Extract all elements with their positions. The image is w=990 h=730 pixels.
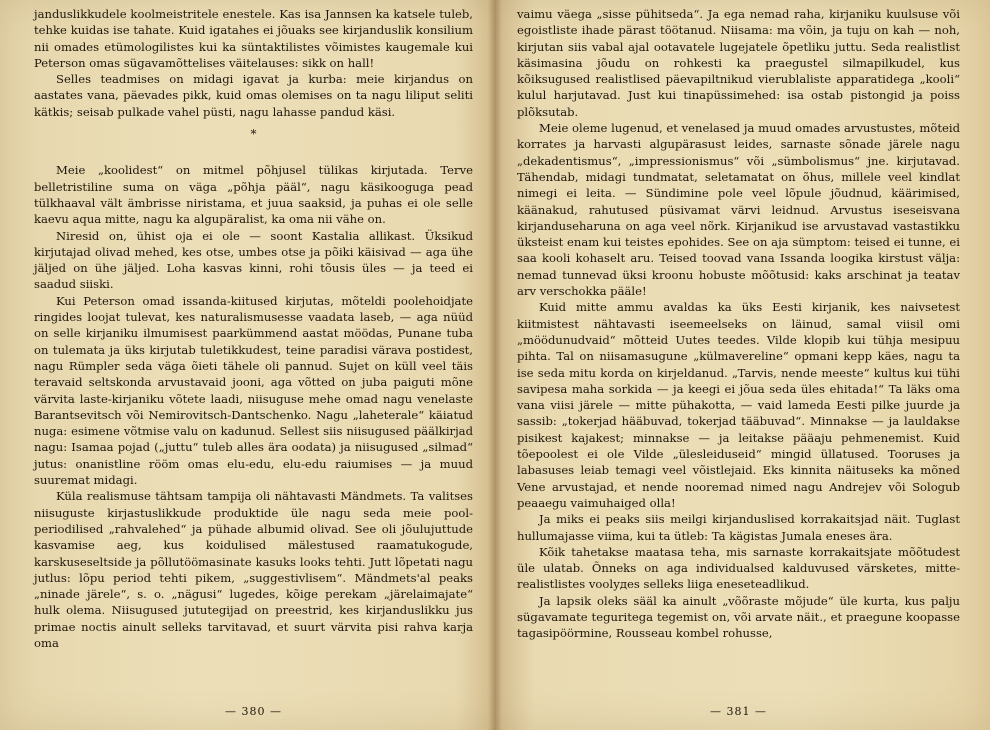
- page-number: — 380 —: [225, 704, 282, 718]
- left-page-text: [34, 6, 473, 651]
- paragraph: Meie oleme lugenud, et venelased ja muud omades arvustustes, mõteid korrates ja harvasti algupärasust leides, sarnaste sõnade järele nagu „dekadentismus“, „impressionismus“ või „sümbolismus“ jne. kirjutavad. Tähendab, midagi tundmatat, seletamatat on õhus, millele veel kindlat nimegi ei leita. — Sündimine pole veel lõpule jõudnud, käärimised, käänakud, rahutused püsivamat värvi leidnud. Arvustus iseseisvana kirjanduseharuna on aga veel nõrk. Kirjanikud ise arvustavad vastastikku üksteist enam kui teistes epohides. See on aja sümptom: teised ei tunne, ei saa kooli kohaselt aru. Teised toovad vana Issanda loogika kirstust välja: nemad tunnevad üksi kroonu hobuste mõõtusid: kaks arschinat ja teatav arv verschokka pääle!: [517, 121, 960, 299]
- page-number: — 381 —: [710, 704, 767, 718]
- paragraph: Meie „koolidest“ on mitmel põhjusel tülikas kirjutada. Terve belletristiline suma on väga „põhja pääl“, nagu käsikooguga pead tülkhaaval vält ämbrisse niristama, et juua saaksid, ja puhas ei ole selle kaevu aqua mitte, nagu ka algupäralist, ka oma nii vähe on.: [34, 163, 473, 227]
- right-page-text: [517, 6, 960, 642]
- paragraph: janduslikkudele koolmeistritele enestele. Kas isa Jannsen ka katsele tuleb, tehke kuidas ise tahate. Kuid igatahes ei jõuaks see kirjanduslik konsilium nii omades etümologilistes kui ka süntaktilistes võimistes kaugemale kui Peterson omas sügavamõttelises väitelauses: sikk on hall!: [34, 7, 473, 70]
- paragraph: vaimu väega „sisse pühitseda“. Ja ega nemad raha, kirjaniku kuulsuse või egoistliste ihade pärast töötanud. Niisama: ma võin, ja tuju on kah — noh, kirjutan siis vabal ajal ootavatele lugejatele õpetliku juttu. Seda realistlist käsimasina jõudu on rohkesti ka praegustel silmapilkudel, kus kõiksugused realistlised päevapiltnikud vierublaliste apparatidega „kooli“ kulul harjutavad. Just kui tinapüssimehed: isa ostab pistongid ja poiss plõksutab.: [517, 7, 960, 119]
- paragraph: Kuid mitte ammu avaldas ka üks Eesti kirjanik, kes naivsetest kiitmistest nähtavasti iseemeelseks on läinud, samal viisil omi „möödunudvaid“ mõtteid Uutes teedes. Vilde klopib kui tühja mesipuu pihta. Tal on niisamasugune „külmavereline“ opmani kepp käes, nagu ta ise seda mitu korda on kirjeldanud. „Tarvis, nende meeste“ kultus kui tühi savipesa maha sorkida — ja keegi ei jõua seda üles ehitada!“ Ta läks oma vana viisi järele — mitte pühakotta, — vaid lameda Eesti pilke juurde ja sassib: „tokerjad hääbuvad, tokerjad tääbuvad“. Minnakse — ja lauldakse pisikest kajakest; minnakse — ja leitakse pääaju pehmenemist. Kuid tõepoolest ei ole Vilde „ülesleiduseid“ mingid üllatused. Tooruses ja labasuses leiab temagi veel võistlejaid. Eks kinnita näituseks ka mõned Vene arvustajad, et nende nooremad nimed nagu Andrejev või Sologub peaaegu vaimuhaiged olla!: [517, 300, 960, 510]
- paragraph: Küla realismuse tähtsam tampija oli nähtavasti Mändmets. Ta valitses niisuguste kirjastuslikkude produktide üle nagu seda meie pool-periodilised „rahvalehed“ ja pühade albumid olivad. See oli jõulujuttude kasvamise aeg, kus koidulised mälestused raamatukogude, karskuseseltside ja põllutöömasinate kasuks looks tehti. Jutt lõpetati nagu jutlus: lõpu period tehti pikem, „suggestivlisem“. Mändmets'al peaks „ninade järele“, s. o. „nägusi“ lugedes, kõige perekam „järelaimajate“ hulk olema. Niisugused jututegijad on preestrid, kes kirjanduslikku jus primae noctis ainult selleks tarvitavad, et suurt värvita pisi rahva karja oma: [34, 489, 473, 650]
- section-break: *: [250, 127, 257, 142]
- paragraph: Ja lapsik oleks sääl ka ainult „võõraste mõjude“ üle kurta, kus palju sügavamate teguritega tegemist on, või arvate näit., et praegune koopasse tagasipöörmine, Rousseau kombel rohusse,: [517, 593, 960, 641]
- paragraph: Kõik tahetakse maatasa teha, mis sarnaste korrakaitsjate mõõtudest üle ulatab. Õnneks on aga individualsed kalduvused värsketes, mitte-realistlistes voolудes selleks liiga eneseteadlikud.: [517, 544, 960, 592]
- paragraph: Niresid on, ühist oja ei ole — soont Kastalia allikast. Üksikud kirjutajad olivad mehed, kes otse, umbes otse ja põiki käisivad — aga ühe jäljed on ühe jäljed. Loha kasvas kinni, rohi tõusis üles — ja teed ei saadud siiski.: [34, 228, 473, 292]
- paragraph: Kui Peterson omad issanda-kiitused kirjutas, mõteldi poolehoidjate ringides loojat tulevat, kes naturalismusesse vaadata laseb, — aga nüüd on selle kirjaniku ilmumisest paarkümmend aastat möödas, Punane tuba on tulemata ja üks kirjutab tuletikkudest, teine paradisi värava postidest, nagu Rümpler seda väga õieti tähele oli pannud. Sujet on küll veel täis teravaid seltskonda arvustavaid jooni, aga võtted on juba paiguti mõne värvita laste-kirjaniku võtete laadi, niisuguse mehe omad nagu venelaste Barantsevitsch või Nemirovitsch-Dantschenko. Nagu „laheterale“ käiatud nuga: esimene võtmise valu on kadunud. Sellest siis niisugused päälkirjad nagu: Isamaa pojad („juttu“ tuleb alles ära oodata) ja niisugused „silmad“ jutus: onanistline rööm omas elu-edu, elu-edu raiumises — ja muud suuremat midagi.: [34, 293, 473, 488]
- paragraph: Ja miks ei peaks siis meilgi kirjanduslised korrakaitsjad näit. Tuglast hullumajasse viima, kui ta ütleb: Ta kägistas Jumala eneses ära.: [517, 512, 960, 543]
- paragraph: Selles teadmises on midagi igavat ja kurba: meie kirjandus on aastates vana, päevades pikk, kuid omas olemises on ta nagu liliput seliti kätkis; seisab pulkade vahel püsti, nagu lahasse pandud käsi.: [34, 72, 473, 119]
- right-page: [495, 0, 990, 730]
